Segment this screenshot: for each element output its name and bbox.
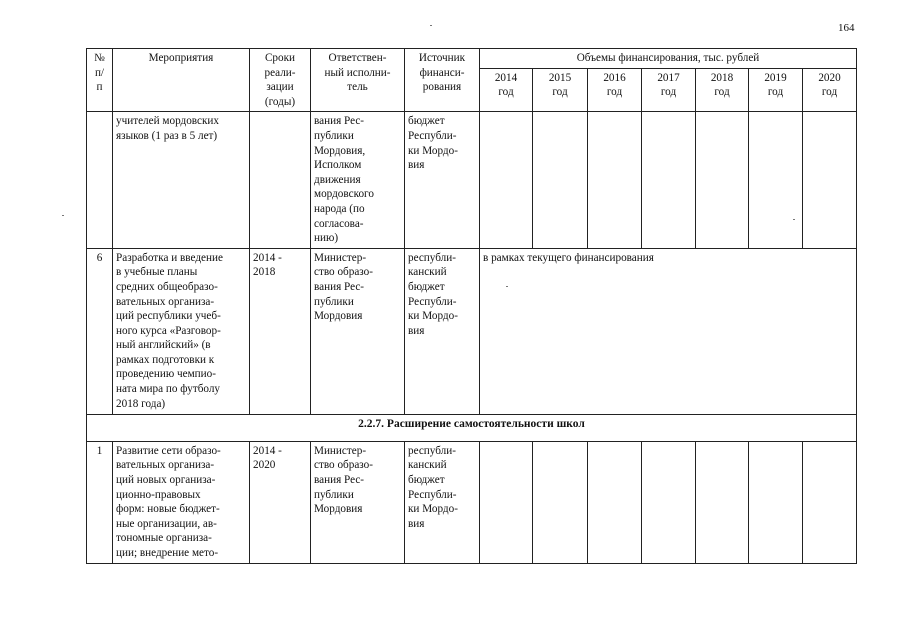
row-value-2020 (803, 441, 857, 563)
scan-speck (506, 286, 508, 287)
row-term (250, 112, 311, 248)
scan-speck (793, 219, 795, 220)
scan-speck (62, 215, 64, 216)
table-row (87, 112, 857, 248)
row-value-2019 (749, 112, 803, 248)
row-measure: Разработка и введение в учебные планы средних общеобразо- вательных организа- ций республики учеб- ного курса «Разговор- ный английский» (в рамках подготовки к проведению чемпио- ната мира по футболу 2018 года) (113, 248, 250, 414)
header-year-2020: 2020 год (803, 68, 857, 112)
header-year-2017: 2017 год (642, 68, 696, 112)
row-financing-note: в рамках текущего финансирования (480, 248, 857, 414)
header-num: № п/ п (87, 49, 113, 112)
row-num (87, 112, 113, 248)
row-value-2014 (480, 441, 533, 563)
row-value-2015 (533, 112, 588, 248)
header-row (87, 49, 857, 69)
row-value-2017 (642, 441, 696, 563)
row-measure: Развитие сети образо- вательных организа- ций новых организа- ционно-правовых форм: новые бюджет- ные организации, ав- тономные организа- ции; внедрение мето- (113, 441, 250, 563)
table-row (87, 441, 857, 563)
header-volume: Объемы финансирования, тыс. рублей (480, 49, 857, 69)
row-executor: Министер- ство образо- вания Рес- публики Мордовия (311, 248, 405, 414)
row-value-2018 (696, 112, 749, 248)
row-value-2019 (749, 441, 803, 563)
row-term: 2014 - 2020 (250, 441, 311, 563)
table-row (87, 248, 857, 414)
header-source: Источник финанси- рования (405, 49, 480, 112)
row-source: бюджет Республи- ки Мордо- вия (405, 112, 480, 248)
row-value-2017 (642, 112, 696, 248)
row-value-2015 (533, 441, 588, 563)
scan-speck (430, 25, 432, 26)
row-value-2016 (588, 441, 642, 563)
row-source: республи- канский бюджет Республи- ки Мордо- вия (405, 248, 480, 414)
section-row (87, 414, 857, 441)
row-value-2014 (480, 112, 533, 248)
financing-table (86, 48, 857, 564)
row-num: 6 (87, 248, 113, 414)
row-executor: вания Рес- публики Мордовия, Исполком движения мордовского народа (по согласова- нию) (311, 112, 405, 248)
header-terms: Сроки реали- зации (годы) (250, 49, 311, 112)
row-executor: Министер- ство образо- вания Рес- публики Мордовия (311, 441, 405, 563)
header-year-2019: 2019 год (749, 68, 803, 112)
header-year-2015: 2015 год (533, 68, 588, 112)
row-source: республи- канский бюджет Республи- ки Мордо- вия (405, 441, 480, 563)
header-year-2016: 2016 год (588, 68, 642, 112)
page-number: 164 (838, 22, 855, 34)
row-value-2018 (696, 441, 749, 563)
row-measure: учителей мордовских языков (1 раз в 5 лет) (113, 112, 250, 248)
row-term: 2014 - 2018 (250, 248, 311, 414)
row-value-2016 (588, 112, 642, 248)
header-measures: Мероприятия (113, 49, 250, 112)
row-num: 1 (87, 441, 113, 563)
header-executor: Ответствен- ный исполни- тель (311, 49, 405, 112)
header-year-2018: 2018 год (696, 68, 749, 112)
row-value-2020 (803, 112, 857, 248)
section-title: 2.2.7. Расширение самостоятельности школ (87, 414, 857, 441)
header-year-2014: 2014 год (480, 68, 533, 112)
